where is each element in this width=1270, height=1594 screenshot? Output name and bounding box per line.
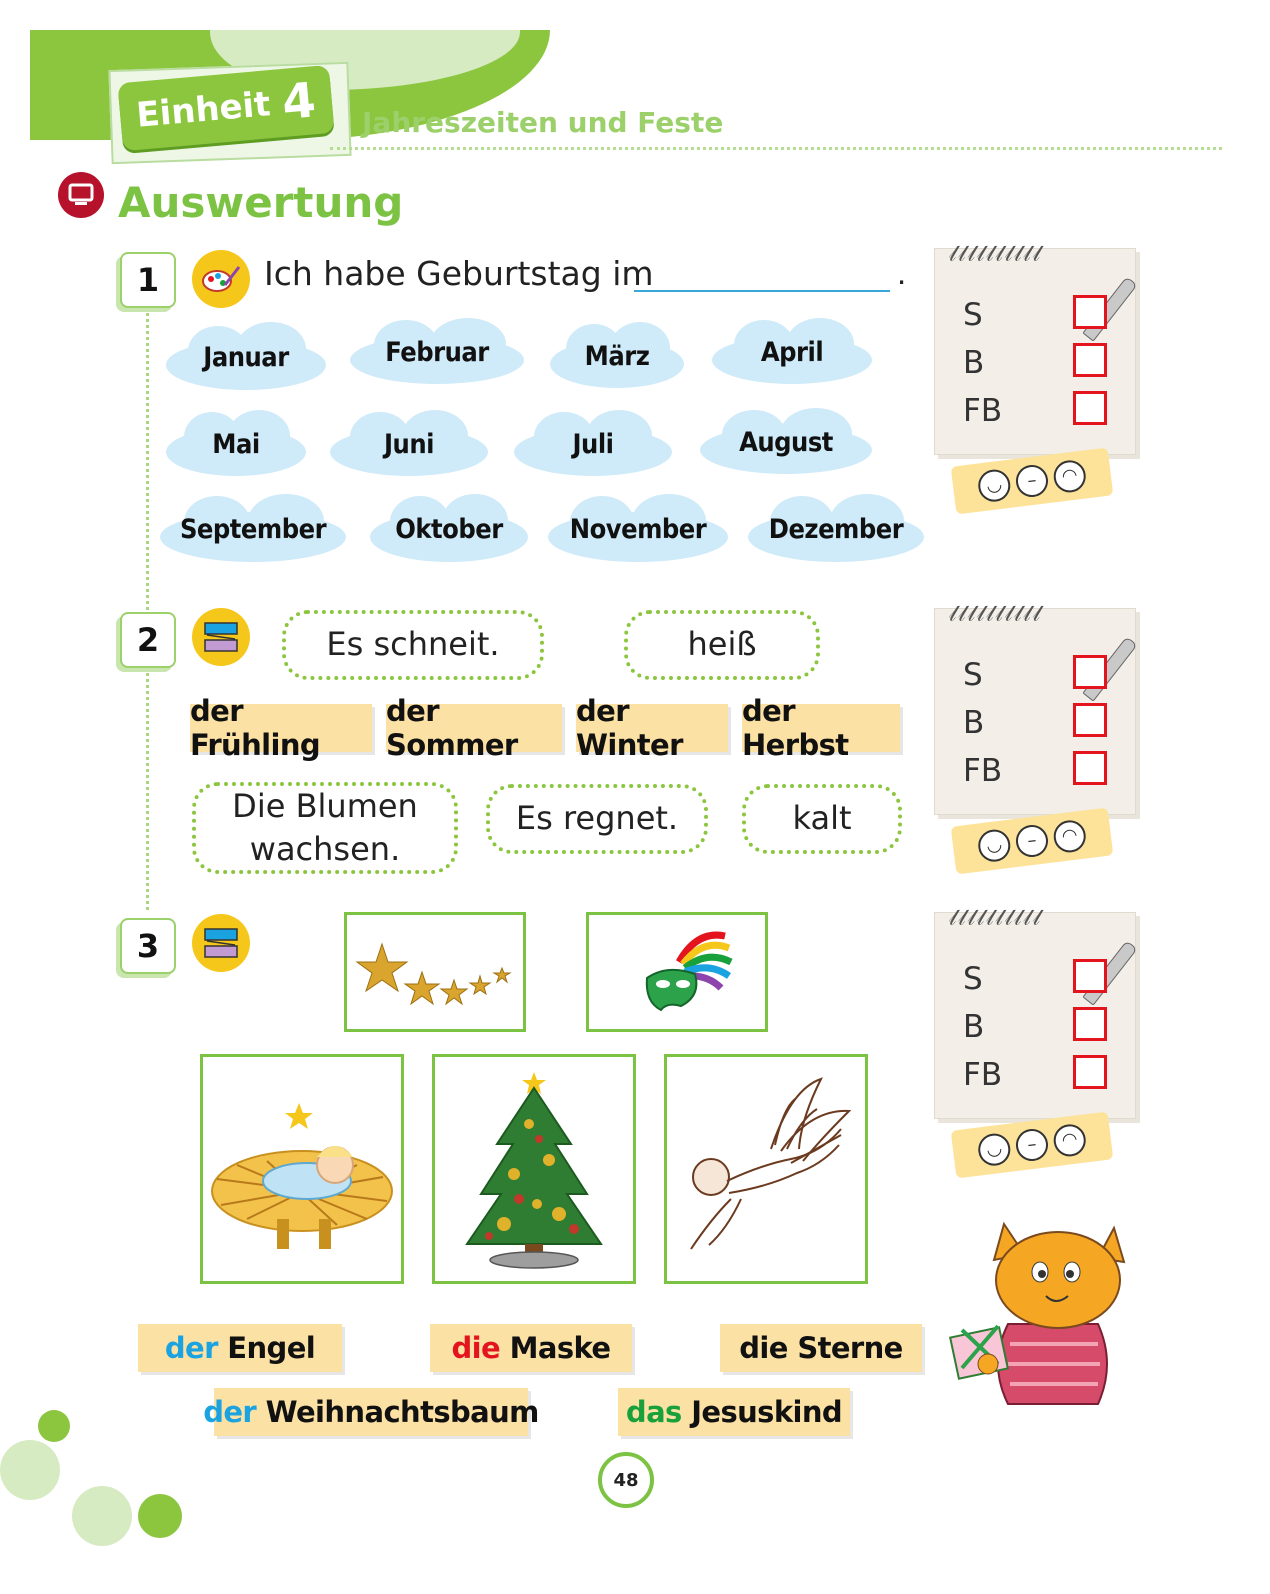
spiral-rings-icon: 𝓁𝓁𝓁𝓁𝓁𝓁𝓁𝓁𝓁𝓁 (949, 905, 1043, 930)
smiley-tape (951, 1112, 1114, 1179)
jesus-child-picture[interactable] (200, 1054, 404, 1284)
month-cloud[interactable] (166, 410, 306, 478)
season-label[interactable]: der Winter (576, 704, 728, 752)
exercise-number-3: 3 (120, 918, 176, 974)
sad-face-icon: ◠ (1052, 819, 1088, 855)
exercise-number-1: 1 (120, 252, 176, 308)
noun: Jesuskind (691, 1395, 843, 1429)
spiral-rings-icon: 𝓁𝓁𝓁𝓁𝓁𝓁𝓁𝓁𝓁𝓁 (949, 241, 1043, 266)
vocab-label[interactable] (618, 1388, 850, 1436)
month-cloud[interactable] (330, 410, 488, 478)
month-label: April (760, 336, 824, 368)
answer-blank[interactable] (634, 290, 890, 292)
month-label: September (179, 513, 327, 545)
month-cloud[interactable] (712, 318, 872, 386)
month-label: August (739, 426, 833, 458)
spiral-rings-icon: 𝓁𝓁𝓁𝓁𝓁𝓁𝓁𝓁𝓁𝓁 (949, 601, 1043, 626)
checkbox-s[interactable] (1073, 959, 1107, 993)
check-row-label: B (963, 1009, 985, 1045)
month-cloud[interactable] (700, 408, 872, 476)
sad-face-icon: ◠ (1052, 459, 1088, 495)
birthday-sentence: Ich habe Geburtstag im (264, 254, 654, 293)
self-check-notepad (934, 241, 1136, 497)
sentence-period: . (897, 254, 907, 291)
mask-picture[interactable] (586, 912, 768, 1032)
checkbox-b[interactable] (1073, 703, 1107, 737)
month-cloud[interactable] (514, 410, 672, 478)
vocab-label[interactable] (138, 1324, 342, 1372)
month-label: Dezember (768, 513, 904, 545)
month-label: Januar (203, 341, 289, 373)
checkbox-s[interactable] (1073, 655, 1107, 689)
article: der (203, 1395, 257, 1429)
month-label: Juli (572, 428, 614, 460)
smiley-tape (951, 808, 1114, 875)
checkbox-fb[interactable] (1073, 751, 1107, 785)
neutral-face-icon: – (1014, 1127, 1050, 1163)
month-label: März (584, 340, 650, 372)
checkbox-fb[interactable] (1073, 1055, 1107, 1089)
decor-dot (0, 1440, 60, 1500)
header-divider (330, 147, 1222, 150)
month-cloud[interactable] (350, 318, 524, 386)
month-label: Juni (384, 428, 434, 460)
month-cloud[interactable] (160, 494, 346, 564)
check-row-label: FB (963, 393, 1003, 429)
check-row-label: FB (963, 753, 1003, 789)
section-title: Auswertung (118, 178, 404, 227)
smiley-tape (951, 448, 1114, 515)
christmas-tree-picture[interactable] (432, 1054, 636, 1284)
decor-dot (138, 1494, 182, 1538)
vocab-label[interactable] (720, 1324, 922, 1372)
stars-picture[interactable] (344, 912, 526, 1032)
month-cloud[interactable] (370, 494, 528, 564)
sad-face-icon: ◠ (1052, 1123, 1088, 1159)
page-number: 48 (598, 1452, 654, 1508)
article: die (451, 1331, 501, 1365)
month-label: November (569, 513, 707, 545)
month-cloud[interactable] (548, 494, 728, 564)
phrase-card[interactable]: kalt (742, 784, 902, 854)
palette-icon (192, 250, 250, 308)
check-row-label: B (963, 705, 985, 741)
happy-face-icon: ◡ (976, 1132, 1012, 1168)
decor-dot (72, 1486, 132, 1546)
season-label[interactable]: der Sommer (386, 704, 562, 752)
checkbox-fb[interactable] (1073, 391, 1107, 425)
phrase-card[interactable]: Es schneit. (282, 610, 544, 680)
unit-subtitle: Jahreszeiten und Feste (362, 106, 724, 139)
happy-face-icon: ◡ (976, 828, 1012, 864)
checkbox-s[interactable] (1073, 295, 1107, 329)
checkbox-b[interactable] (1073, 343, 1107, 377)
phrase-card[interactable]: Es regnet. (486, 784, 708, 854)
check-row-label: FB (963, 1057, 1003, 1093)
phrase-card[interactable]: Die Blumen wachsen. (192, 782, 458, 874)
cat-mascot-illustration (948, 1214, 1138, 1410)
self-check-notepad (934, 905, 1136, 1161)
month-label: Oktober (395, 513, 503, 545)
exercise-number-2: 2 (120, 612, 176, 668)
month-label: Mai (212, 428, 260, 460)
neutral-face-icon: – (1014, 823, 1050, 859)
noun: Maske (509, 1331, 611, 1365)
matching-icon (192, 608, 250, 666)
month-cloud[interactable] (550, 322, 684, 390)
unit-label: Einheit (134, 84, 272, 136)
phrase-card[interactable]: heiß (624, 610, 820, 680)
exercise-connector-line (146, 300, 149, 910)
vocab-label[interactable] (203, 1388, 539, 1436)
article: der (164, 1331, 218, 1365)
happy-face-icon: ◡ (976, 468, 1012, 504)
check-row-label: S (963, 657, 983, 693)
check-row-label: S (963, 297, 983, 333)
decor-dot (38, 1410, 70, 1442)
noun: Weihnachtsbaum (265, 1395, 539, 1429)
month-cloud[interactable] (748, 494, 924, 564)
article: das (625, 1395, 682, 1429)
month-label: Februar (385, 336, 489, 368)
noun: die Sterne (739, 1331, 903, 1365)
season-label[interactable]: der Frühling (190, 704, 372, 752)
angel-picture[interactable] (664, 1054, 868, 1284)
computer-icon (58, 172, 104, 218)
self-check-notepad (934, 601, 1136, 857)
neutral-face-icon: – (1014, 463, 1050, 499)
season-label[interactable]: der Herbst (742, 704, 900, 752)
unit-number: 4 (279, 72, 318, 131)
noun: Engel (227, 1331, 316, 1365)
vocab-label[interactable] (430, 1324, 632, 1372)
month-cloud[interactable] (166, 322, 326, 392)
check-row-label: B (963, 345, 985, 381)
matching-icon (192, 914, 250, 972)
checkbox-b[interactable] (1073, 1007, 1107, 1041)
check-row-label: S (963, 961, 983, 997)
